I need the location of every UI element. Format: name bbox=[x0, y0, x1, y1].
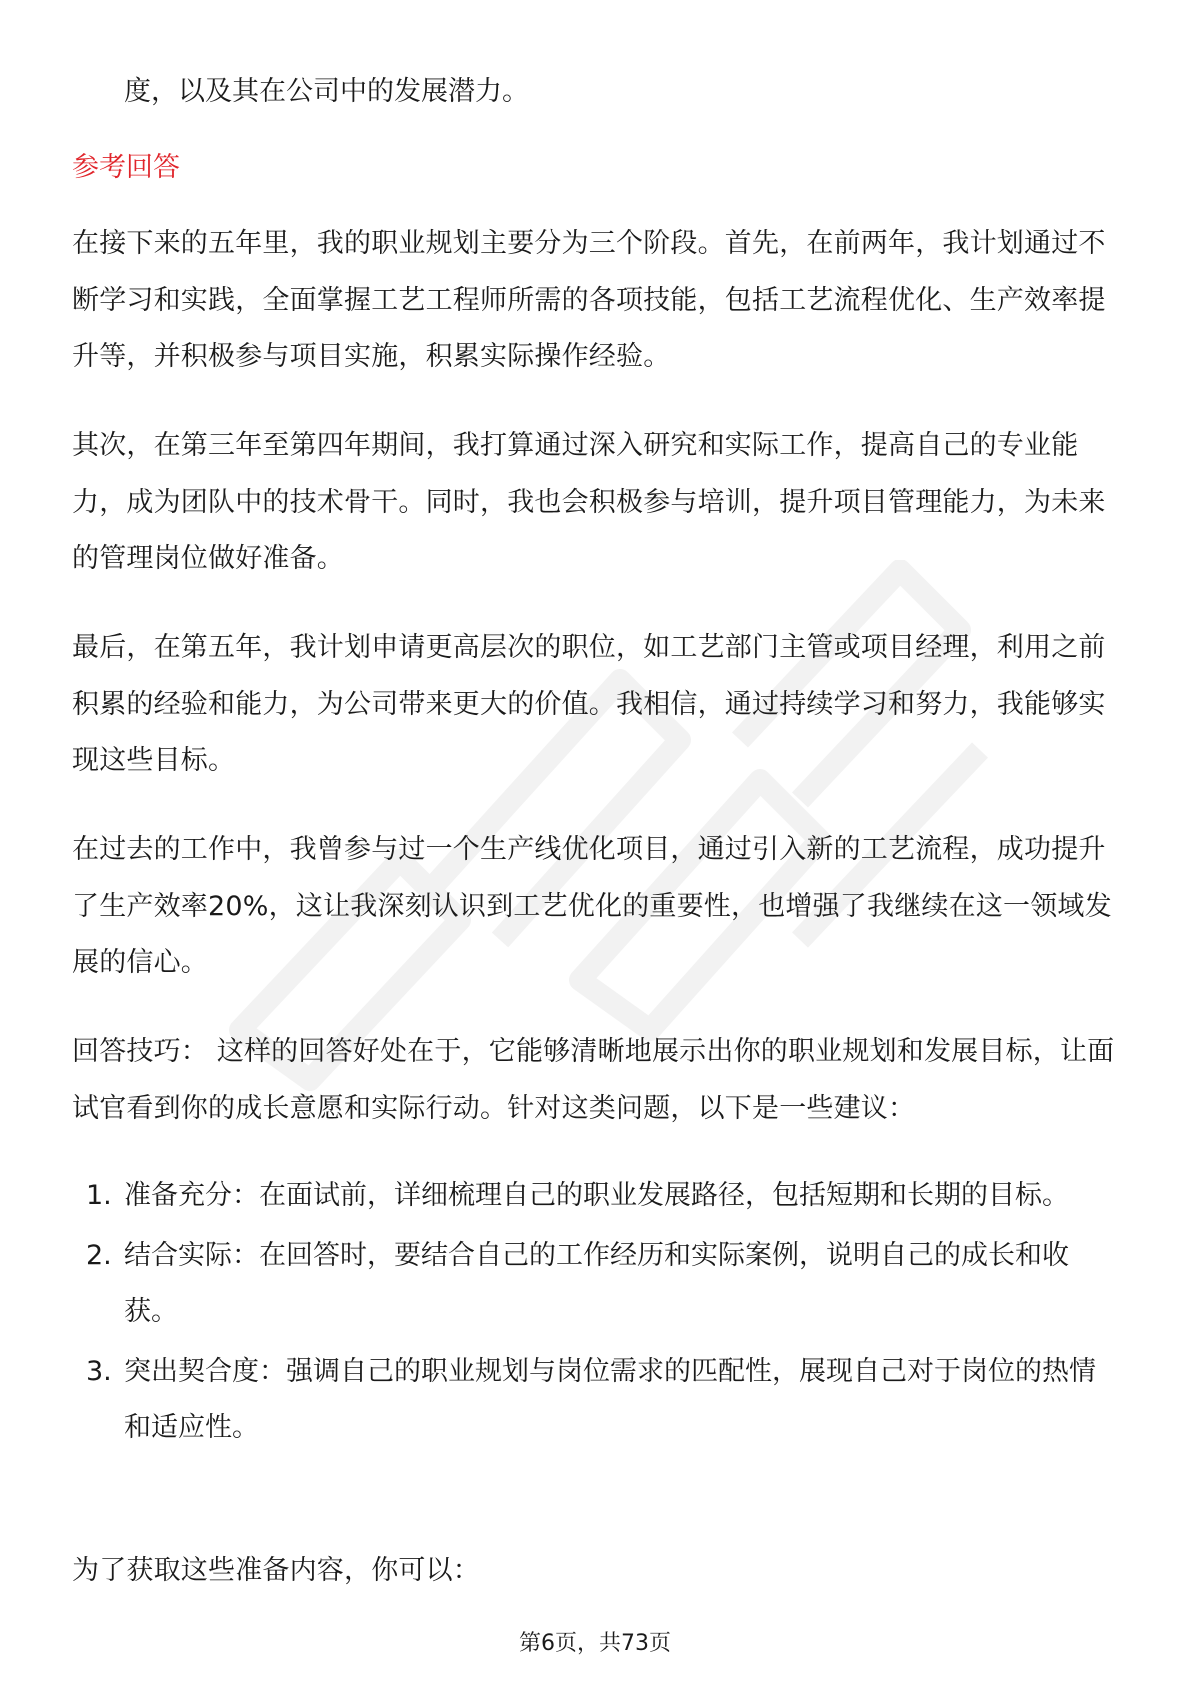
list-item bbox=[72, 1168, 1122, 1225]
paragraph-answer-tips: 回答技巧： 这样的回答好处在于，它能够清晰地展示出你的职业规划和发展目标，让面试官看到你的成长意愿和实际行动。针对这类问题，以下是一些建议： bbox=[72, 1036, 1115, 1124]
paragraph-past-experience: 在过去的工作中，我曾参与过一个生产线优化项目，通过引入新的工艺流程，成功提升了生产效率20%，这让我深刻认识到工艺优化的重要性，也增强了我继续在这一领域发展的信心。 bbox=[72, 834, 1112, 978]
list-item-text: 准备充分：在面试前，详细梳理自己的职业发展路径，包括短期和长期的目标。 bbox=[124, 1180, 1069, 1211]
list-item-text: 突出契合度：强调自己的职业规划与岗位需求的匹配性，展现自己对于岗位的热情和适应性。 bbox=[124, 1355, 1096, 1443]
tips-list bbox=[72, 1168, 1122, 1460]
paragraph-stage-two: 其次，在第三年至第四年期间，我打算通过深入研究和实际工作，提高自己的专业能力，成为团队中的技术骨干。同时，我也会积极参与培训，提升项目管理能力，为未来的管理岗位做好准备。 bbox=[72, 430, 1106, 574]
list-item-number: 2. bbox=[86, 1239, 112, 1271]
list-item-number: 1. bbox=[86, 1180, 112, 1211]
reference-answer-heading: 参考回答 bbox=[72, 152, 180, 183]
page-number-footer: 第6页，共73页 bbox=[519, 1631, 671, 1656]
paragraph-closing: 为了获取这些准备内容，你可以： bbox=[72, 1555, 480, 1586]
list-item-text: 结合实际：在回答时，要结合自己的工作经历和实际案例，说明自己的成长和收获。 bbox=[124, 1239, 1069, 1327]
continued-line: 度，以及其在公司中的发展潜力。 bbox=[124, 76, 529, 107]
paragraph-stage-three: 最后，在第五年，我计划申请更高层次的职位，如工艺部门主管或项目经理，利用之前积累的经验和能力，为公司带来更大的价值。我相信，通过持续学习和努力，我能够实现这些目标。 bbox=[72, 632, 1106, 776]
list-item-number: 3. bbox=[86, 1355, 112, 1387]
list-item bbox=[72, 1344, 1122, 1457]
paragraph-plan-overview: 在接下来的五年里，我的职业规划主要分为三个阶段。首先，在前两年，我计划通过不断学习和实践，全面掌握工艺工程师所需的各项技能，包括工艺流程优化、生产效率提升等，并积极参与项目实施，积累实际操作经验。 bbox=[72, 228, 1106, 372]
list-item bbox=[72, 1228, 1122, 1341]
